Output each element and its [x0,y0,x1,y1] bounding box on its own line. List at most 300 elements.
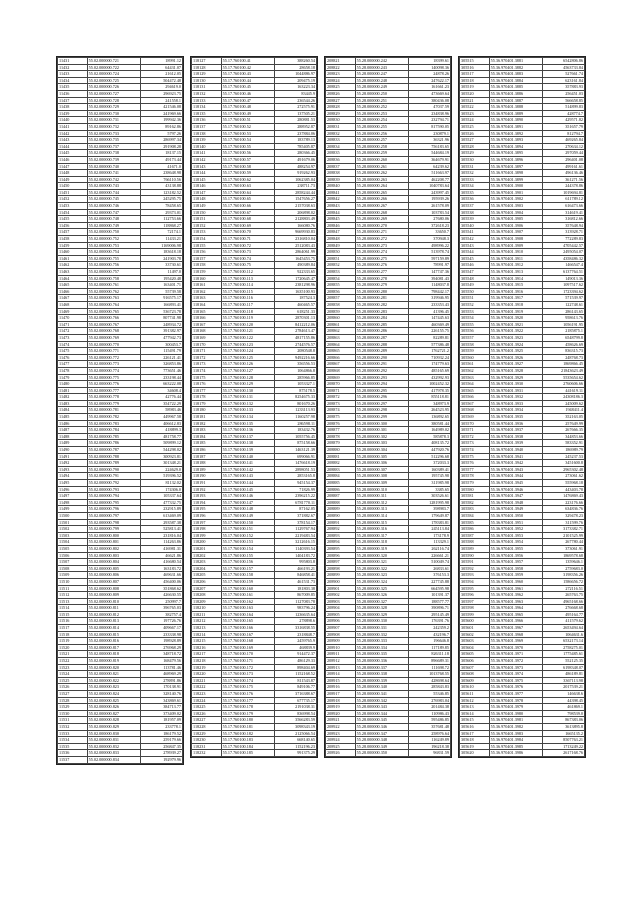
table-row [460,97,585,104]
account-code-cell: 55.17.760100.166 [221,625,274,632]
row-number-cell: 11450 [58,183,88,190]
row-number-cell: 118183 [192,427,222,434]
account-code-cell: 55.02.000000.831 [87,737,140,744]
account-code-cell: 55.17.760100.181 [221,723,274,730]
amount-cell: 477942.73 [140,334,182,341]
table-row [192,697,317,704]
row-number-cell: 118211 [192,611,222,618]
amount-cell: 371882.67 [274,512,316,519]
table-row [58,605,183,612]
table-row [460,638,585,645]
account-code-cell: 55.36.970401.3881 [489,58,542,65]
account-code-cell: 55.02.000000.834 [87,756,140,763]
amount-cell: 64431.07 [140,64,182,71]
amount-cell: 24878.26 [408,71,450,78]
row-number-cell: 118210 [192,605,222,612]
account-code-cell: 55.28.000000.268 [355,209,408,216]
account-code-cell: 55.28.000000.313 [355,506,408,513]
table-row [192,176,317,183]
table-row [326,176,451,183]
row-number-cell: 11443 [58,137,88,144]
row-number-cell: 118175 [192,374,222,381]
account-code-cell: 55.17.760100.165 [221,618,274,625]
table-row [192,704,317,711]
table-row [58,486,183,493]
amount-cell: 384713.77 [140,704,182,711]
account-code-cell: 55.17.760100.179 [221,710,274,717]
table-row [326,236,451,243]
amount-cell: 248768.73 [542,354,584,361]
amount-cell: 230879.1 [408,130,450,137]
account-code-cell: 55.02.000000.798 [87,519,140,526]
row-number-cell: 208829 [326,110,356,117]
row-number-cell: 208913 [326,664,356,671]
table-row [460,592,585,599]
account-code-cell: 55.28.000000.322 [355,565,408,572]
account-code-cell: 55.17.760100.127 [221,367,274,374]
amount-cell: 817590.05 [408,123,450,130]
row-number-cell: 11457 [58,229,88,236]
row-number-cell: 208880 [326,447,356,454]
account-code-cell: 55.36.970401.3942 [489,460,542,467]
account-code-cell: 55.02.000000.796 [87,506,140,513]
table-row [58,730,183,737]
row-number-cell: 11480 [58,381,88,388]
account-code-cell: 55.02.000000.757 [87,269,140,276]
account-code-cell: 55.17.760100.119 [221,315,274,322]
account-code-cell: 55.36.970401.3952 [489,526,542,533]
account-code-cell: 55.02.000000.808 [87,585,140,592]
table-row [192,189,317,196]
amount-cell: 1064866.8 [274,367,316,374]
amount-cell: 710932.24 [408,354,450,361]
account-code-cell: 55.02.000000.739 [87,156,140,163]
table-row [326,387,451,394]
row-number-cell: 11476 [58,354,88,361]
account-code-cell: 55.02.000000.802 [87,545,140,552]
row-number-cell: 305612 [460,697,490,704]
account-code-cell: 55.36.970401.3936 [489,420,542,427]
table-row [192,387,317,394]
account-code-cell: 55.36.970401.3893 [489,137,542,144]
amount-cell: 206898.02 [274,209,316,216]
account-code-cell: 55.36.970401.3982 [489,723,542,730]
amount-cell: 836998.54 [274,710,316,717]
amount-cell: 49173.44 [140,156,182,163]
account-code-cell: 55.28.000000.253 [355,110,408,117]
row-number-cell: 11474 [58,341,88,348]
account-code-cell: 55.02.000000.828 [87,717,140,724]
account-code-cell: 55.28.000000.283 [355,308,408,315]
table-row [460,367,585,374]
table-row [326,255,451,262]
account-code-cell: 55.36.970401.3962 [489,592,542,599]
amount-cell: 4965168.66 [542,598,584,605]
amount-cell: 291908.28 [140,143,182,150]
table-row [58,427,183,434]
table-row [326,196,451,203]
row-number-cell: 118153 [192,229,222,236]
amount-cell: 118868.27 [140,222,182,229]
table-row [58,519,183,526]
amount-cell: 272575.91 [274,104,316,111]
amount-cell: 192979.96 [140,756,182,763]
row-number-cell: 305547 [460,269,490,276]
amount-cell: 311985.98 [408,480,450,487]
account-code-cell: 55.17.760100.169 [221,644,274,651]
amount-cell: 481758.77 [140,433,182,440]
account-code-cell: 55.28.000000.257 [355,137,408,144]
table-row [460,334,585,341]
table-row [326,150,451,157]
amount-cell: 6137764.51 [542,269,584,276]
account-code-cell: 55.28.000000.270 [355,222,408,229]
account-code-cell: 55.28.000000.258 [355,143,408,150]
amount-cell: 27680.06 [408,216,450,223]
account-code-cell: 55.28.000000.298 [355,407,408,414]
table-row [460,453,585,460]
table-row [58,480,183,487]
row-number-cell: 11446 [58,156,88,163]
amount-cell: 116249.89 [408,737,450,744]
account-code-cell: 55.02.000000.756 [87,262,140,269]
account-code-cell: 55.02.000000.821 [87,671,140,678]
account-code-cell: 55.02.000000.794 [87,493,140,500]
amount-cell: 1476869.43 [542,493,584,500]
account-code-cell: 55.17.760100.184 [221,743,274,750]
amount-cell: 314619.41 [542,209,584,216]
amount-cell: 28658.18 [274,64,316,71]
row-number-cell: 11472 [58,328,88,335]
account-code-cell: 55.02.000000.822 [87,677,140,684]
row-number-cell: 118225 [192,704,222,711]
table-row [326,407,451,414]
account-code-cell: 55.28.000000.337 [355,664,408,671]
table-row [326,295,451,302]
row-number-cell: 208824 [326,77,356,84]
row-number-cell: 305515 [460,58,490,65]
table-row [326,367,451,374]
row-number-cell: 118161 [192,282,222,289]
row-number-cell: 118173 [192,361,222,368]
table-row [460,288,585,295]
amount-cell: 1013768.55 [408,671,450,678]
table-row [460,341,585,348]
row-number-cell: 305561 [460,361,490,368]
row-number-cell: 305602 [460,631,490,638]
row-number-cell: 305595 [460,585,490,592]
row-number-cell: 208851 [326,255,356,262]
table-row [326,730,451,737]
account-code-cell: 55.02.000000.786 [87,440,140,447]
account-code-cell: 55.28.000000.295 [355,387,408,394]
row-number-cell: 11505 [58,545,88,552]
amount-cell: 498996.22 [408,242,450,249]
row-number-cell: 305537 [460,203,490,210]
account-code-cell: 55.17.760100.163 [221,605,274,612]
row-number-cell: 305545 [460,255,490,262]
row-number-cell: 305553 [460,308,490,315]
account-code-cell: 55.02.000000.797 [87,512,140,519]
account-code-cell: 55.36.970401.3983 [489,730,542,737]
row-number-cell: 11514 [58,605,88,612]
account-code-cell: 55.36.970401.3940 [489,447,542,454]
row-number-cell: 208842 [326,196,356,203]
table-row [460,137,585,144]
row-number-cell: 305619 [460,743,490,750]
account-code-cell: 55.17.760100.151 [221,526,274,533]
account-code-cell: 55.17.760100.158 [221,572,274,579]
table-row [326,532,451,539]
account-code-cell: 55.28.000000.285 [355,321,408,328]
table-row [326,519,451,526]
account-code-cell: 55.28.000000.339 [355,677,408,684]
table-row [460,440,585,447]
table-row [192,433,317,440]
row-number-cell: 305579 [460,480,490,487]
account-code-cell: 55.02.000000.792 [87,480,140,487]
amount-cell: 4563733.84 [542,64,584,71]
amount-cell: 280881.53 [274,117,316,124]
account-code-cell: 55.36.970401.3918 [489,301,542,308]
row-number-cell: 305550 [460,288,490,295]
amount-cell: 296923.75 [140,90,182,97]
table-row [58,737,183,744]
amount-cell: 577386.48 [408,341,450,348]
account-code-cell: 55.28.000000.250 [355,90,408,97]
account-code-cell: 55.02.000000.789 [87,460,140,467]
row-number-cell: 208873 [326,400,356,407]
account-code-cell: 55.28.000000.334 [355,644,408,651]
table-row [58,58,183,65]
row-number-cell: 118226 [192,710,222,717]
amount-cell: 4705442.57 [542,242,584,249]
table-row [460,315,585,322]
amount-cell: 1055756.45 [274,433,316,440]
account-code-cell: 55.36.970401.3929 [489,374,542,381]
amount-cell: 245009.62 [542,400,584,407]
table-row [58,717,183,724]
account-code-cell: 55.28.000000.271 [355,229,408,236]
table-row [192,585,317,592]
document-page [56,56,586,832]
table-row [326,704,451,711]
row-number-cell: 118181 [192,414,222,421]
account-code-cell: 55.02.000000.818 [87,651,140,658]
table-row [192,677,317,684]
table-row [58,532,183,539]
account-code-cell: 55.36.970401.3920 [489,315,542,322]
table-row [58,394,183,401]
amount-cell: 919262.93 [274,170,316,177]
table-row [192,64,317,71]
amount-cell: 226155.75 [408,328,450,335]
table-row [192,717,317,724]
account-code-cell: 55.02.000000.730 [87,110,140,117]
row-number-cell: 11533 [58,730,88,737]
account-code-cell: 55.36.970401.3907 [489,229,542,236]
table-row [192,460,317,467]
table-row [460,183,585,190]
table-row [326,453,451,460]
amount-cell: 855118.81 [408,394,450,401]
table-row [460,605,585,612]
row-number-cell: 305599 [460,611,490,618]
table-row [58,592,183,599]
account-code-cell: 55.28.000000.320 [355,552,408,559]
amount-cell: 245113.84 [408,526,450,533]
table-row [192,658,317,665]
amount-cell: 6781770.11 [274,499,316,506]
amount-cell: 460465.57 [274,301,316,308]
amount-cell: 137505.21 [274,110,316,117]
table-row [460,493,585,500]
row-number-cell: 118218 [192,658,222,665]
row-number-cell: 208853 [326,269,356,276]
data-table [57,57,183,764]
account-code-cell: 55.36.970401.3956 [489,552,542,559]
amount-cell: 170138.91 [140,684,182,691]
amount-cell: 2101525.99 [542,532,584,539]
data-table [191,57,317,757]
row-number-cell: 208861 [326,321,356,328]
amount-cell: 3716388.67 [274,691,316,698]
row-number-cell: 208855 [326,282,356,289]
account-code-cell: 55.36.970401.3968 [489,631,542,638]
row-number-cell: 118149 [192,203,222,210]
amount-cell: 525813.41 [140,526,182,533]
account-code-cell: 55.28.000000.260 [355,156,408,163]
table-row [58,249,183,256]
account-code-cell: 55.17.760100.174 [221,677,274,684]
account-code-cell: 55.02.000000.743 [87,183,140,190]
row-number-cell: 305586 [460,526,490,533]
table-row [58,275,183,282]
amount-cell: 149013.36 [542,275,584,282]
row-number-cell: 118168 [192,328,222,335]
amount-cell: 267780.44 [542,539,584,546]
row-number-cell: 118187 [192,453,222,460]
amount-cell: 372033.3 [408,460,450,467]
account-code-cell: 55.17.760100.141 [221,460,274,467]
table-row [460,269,585,276]
account-code-cell: 55.17.760100.122 [221,334,274,341]
table-row [58,189,183,196]
table-row [58,644,183,651]
row-number-cell: 118163 [192,295,222,302]
table-row [192,414,317,421]
account-code-cell: 55.36.970401.3892 [489,130,542,137]
table-row [192,209,317,216]
table-row [326,341,451,348]
account-code-cell: 55.36.970401.3943 [489,466,542,473]
table-row [460,578,585,585]
row-number-cell: 208847 [326,229,356,236]
table-row [326,743,451,750]
row-number-cell: 305574 [460,447,490,454]
row-number-cell: 305532 [460,170,490,177]
account-code-cell: 55.02.000000.811 [87,605,140,612]
table-row [58,97,183,104]
table-row [326,275,451,282]
table-row [326,691,451,698]
row-number-cell: 118224 [192,697,222,704]
table-row [58,255,183,262]
account-code-cell: 55.02.000000.830 [87,730,140,737]
account-code-cell: 55.36.970401.3947 [489,493,542,500]
amount-cell: 3451600.8 [542,460,584,467]
amount-cell: 276983.04 [408,697,450,704]
account-code-cell: 55.02.000000.750 [87,229,140,236]
account-code-cell: 55.36.970401.3897 [489,163,542,170]
row-number-cell: 11527 [58,691,88,698]
table-row [192,565,317,572]
account-code-cell: 55.17.760100.49 [221,110,274,117]
amount-cell: 352163.05 [542,414,584,421]
table-row [460,644,585,651]
amount-cell: 78991.97 [408,262,450,269]
amount-cell: 1869866.45 [542,361,584,368]
account-code-cell: 55.02.000000.805 [87,565,140,572]
table-row [192,400,317,407]
row-number-cell: 118135 [192,110,222,117]
table-row [58,691,183,698]
account-code-cell: 55.36.970401.3969 [489,638,542,645]
amount-cell: 2759683.0 [542,565,584,572]
row-number-cell: 305568 [460,407,490,414]
amount-cell: 2125066.54 [274,730,316,737]
table-row [192,367,317,374]
account-code-cell: 55.36.970401.3902 [489,196,542,203]
row-number-cell: 305591 [460,559,490,566]
amount-cell: 616473.66 [542,203,584,210]
row-number-cell: 208898 [326,565,356,572]
account-code-cell: 55.17.760100.48 [221,104,274,111]
amount-cell: 248934.72 [140,321,182,328]
account-code-cell: 55.02.000000.777 [87,387,140,394]
amount-cell: 2784613.47 [274,328,316,335]
amount-cell: 1463121.39 [274,447,316,454]
account-code-cell: 55.36.970401.3971 [489,651,542,658]
table-row [58,565,183,572]
account-code-cell: 55.28.000000.346 [355,723,408,730]
table-row [326,117,451,124]
account-code-cell: 55.36.970401.3957 [489,559,542,566]
table-row [58,176,183,183]
row-number-cell: 118203 [192,559,222,566]
table-row [58,506,183,513]
row-number-cell: 11491 [58,453,88,460]
row-number-cell: 118143 [192,163,222,170]
table-row [192,750,317,757]
amount-cell: 326853.86 [140,361,182,368]
amount-cell: 81132.02 [140,480,182,487]
table-row [460,262,585,269]
row-number-cell: 11515 [58,611,88,618]
amount-cell: 583352.91 [542,440,584,447]
amount-cell: 1404183.72 [274,552,316,559]
row-number-cell: 305562 [460,367,490,374]
account-code-cell: 55.17.760100.117 [221,301,274,308]
table-column-block-1 [56,56,184,765]
account-code-cell: 55.02.000000.740 [87,163,140,170]
table-row [460,737,585,744]
amount-cell: 1281995.98 [408,499,450,506]
account-code-cell: 55.02.000000.827 [87,710,140,717]
row-number-cell: 11489 [58,440,88,447]
row-number-cell: 118176 [192,381,222,388]
table-row [58,559,183,566]
